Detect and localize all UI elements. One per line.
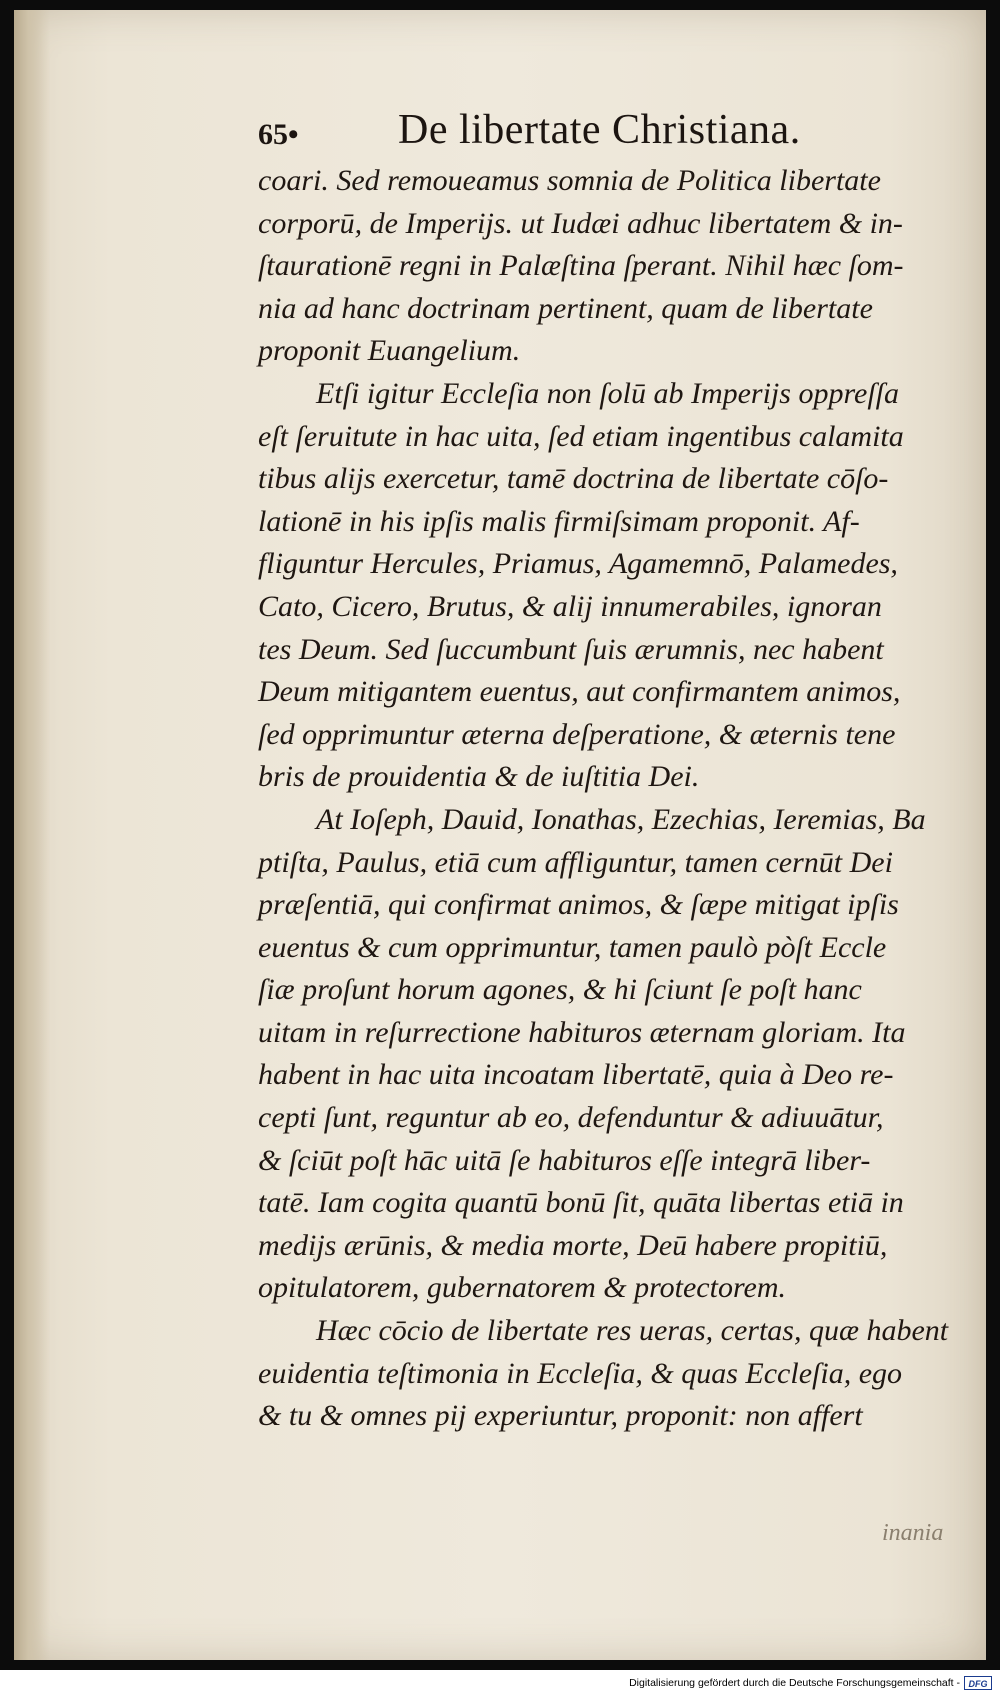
text-line: medijs ærūnis, & media morte, Deū habere propitiū, [258, 1228, 888, 1262]
text-line: tibus alijs exercetur, tamē doctrina de libertate cōſo- [258, 462, 889, 496]
text-line: fliguntur Hercules, Priamus, Agamemnō, Palamedes, [258, 547, 898, 581]
text-line: Hæc cōcio de libertate res ueras, certas, quæ habent [316, 1314, 949, 1348]
text-line: & ſciūt poſt hāc uitā ſe habituros eſſe integrā liber- [258, 1143, 871, 1177]
footer-credit: Digitalisierung gefördert durch die Deutsche Forschungsgemeinschaft - [629, 1677, 960, 1689]
text-line: euidentia teſtimonia in Eccleſia, & quas Eccleſia, ego [258, 1356, 903, 1390]
text-line: bris de prouidentia & de iuſtitia Dei. [258, 760, 700, 794]
text-line: nia ad hanc doctrinam pertinent, quam de libertate [258, 291, 873, 325]
text-line: Deum mitigantem euentus, aut confirmantem animos, [258, 675, 901, 709]
text-line: lationē in his ipſis malis firmiſsimam proponit. Af- [258, 504, 860, 538]
text-line: Cato, Cicero, Brutus, & alij innumerabiles, ignoran [258, 589, 882, 623]
text-line: coari. Sed remoueamus somnia de Politica libertate [258, 164, 881, 197]
text-line: euentus & cum opprimuntur, tamen paulò pòſt Eccle [258, 930, 887, 964]
text-line: corporū, de Imperijs. ut Iudæi adhuc libertatem & in- [258, 206, 903, 240]
catchword: inania [882, 1520, 944, 1546]
text-line: ptiſta, Paulus, etiā cum affliguntur, tamen cernūt Dei [258, 845, 893, 879]
text-line: habent in hac uita incoatam libertatē, quia à Deo re- [258, 1058, 894, 1092]
text-line: ſiæ proſunt horum agones, & hi ſciunt ſe poſt hanc [258, 973, 862, 1007]
page-number: 65• [258, 118, 299, 151]
text-line: eſt ſeruitute in hac uita, ſed etiam ingentibus calamita [258, 419, 904, 453]
text-line: præſentiā, qui confirmat animos, & ſæpe mitigat ipſis [258, 888, 899, 922]
text-line: & tu & omnes pij experiuntur, proponit: non affert [258, 1399, 863, 1433]
text-line: opitulatorem, gubernatorem & protectorem. [258, 1271, 786, 1305]
body-text [258, 160, 978, 1438]
text-line: ſed opprimuntur æterna deſperatione, & æternis tene [258, 717, 896, 751]
text-line: proponit Euangelium. [258, 334, 521, 368]
text-line: At Ioſeph, Dauid, Ionathas, Ezechias, Ieremias, Ba [316, 802, 926, 836]
digitization-footer [0, 1670, 1000, 1699]
text-line: Etſi igitur Eccleſia non ſolū ab Imperijs oppreſſa [316, 376, 899, 410]
page-gutter-shadow [14, 10, 50, 1660]
text-line: uitam in reſurrectione habituros æternam gloriam. Ita [258, 1015, 906, 1049]
running-title: De libertate Christiana. [398, 107, 801, 153]
text-line: cepti ſunt, reguntur ab eo, defenduntur & adiuuātur, [258, 1101, 884, 1135]
text-line: ſtaurationē regni in Palæſtina ſperant. Nihil hæc ſom- [258, 249, 904, 283]
text-line: tatē. Iam cogita quantū bonū ſit, quāta libertas etiā in [258, 1186, 904, 1220]
text-line: tes Deum. Sed ſuccumbunt ſuis ærumnis, nec habent [258, 632, 884, 666]
dfg-logo: DFG [964, 1676, 992, 1690]
page-header [258, 106, 858, 162]
